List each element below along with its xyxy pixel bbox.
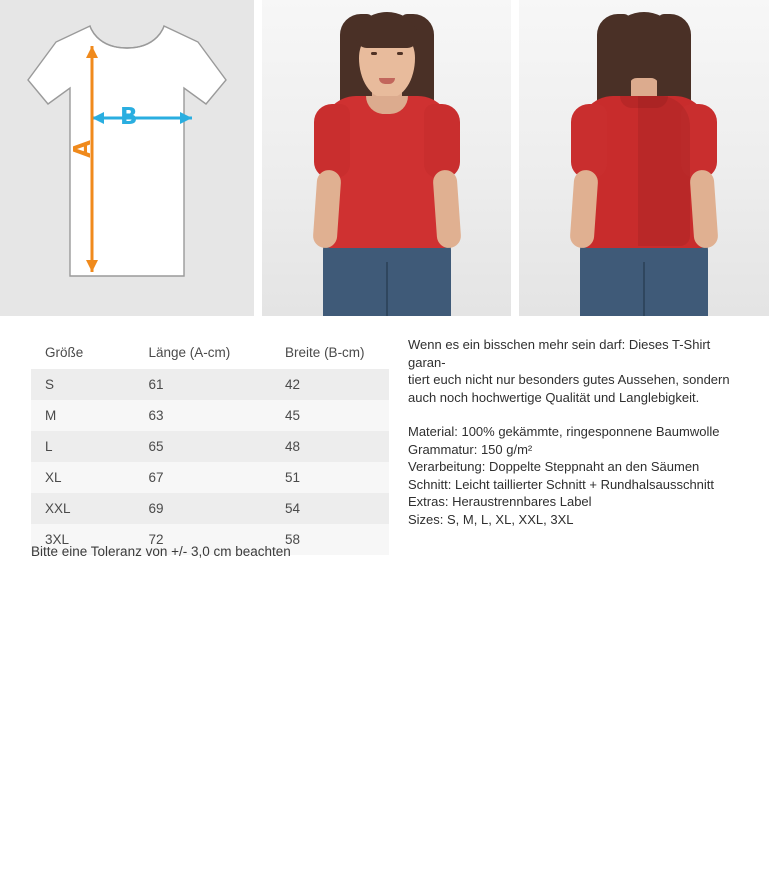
cell-width: 51 bbox=[271, 462, 389, 493]
intro-line-1: Wenn es ein bisschen mehr sein darf: Dieses T-Shirt garan- bbox=[408, 337, 711, 370]
table-row bbox=[31, 400, 389, 431]
paragraph-spacer bbox=[408, 406, 738, 423]
sleeve-left bbox=[571, 104, 607, 178]
mouth bbox=[379, 78, 395, 84]
intro-line-2: tiert euch nicht nur besonders gutes Aussehen, sondern bbox=[408, 372, 730, 387]
cell-size: M bbox=[31, 400, 134, 431]
cell-size: XXL bbox=[31, 493, 134, 524]
table-row bbox=[31, 431, 389, 462]
product-image-strip bbox=[0, 0, 777, 316]
jeans-seam bbox=[386, 262, 388, 316]
spec-sizes: Sizes: S, M, L, XL, XXL, 3XL bbox=[408, 511, 574, 527]
product-description bbox=[408, 336, 738, 528]
model-figure-back bbox=[519, 0, 769, 316]
eye-right bbox=[397, 52, 403, 55]
model-back-photo bbox=[519, 0, 769, 316]
cell-width: 42 bbox=[271, 369, 389, 400]
size-chart-table bbox=[31, 336, 389, 555]
cell-size: L bbox=[31, 431, 134, 462]
spec-extras: Extras: Heraustrennbares Label bbox=[408, 494, 592, 509]
cell-length: 61 bbox=[134, 369, 271, 400]
spec-cut: Schnitt: Leicht taillierter Schnitt + Rundhalsausschnitt bbox=[408, 476, 715, 492]
tshirt-outline-icon bbox=[12, 8, 242, 308]
table-row bbox=[31, 493, 389, 524]
spec-material: Material: 100% gekämmte, ringesponnene Baumwolle bbox=[408, 424, 720, 439]
model-front-photo bbox=[262, 0, 511, 316]
cell-width: 54 bbox=[271, 493, 389, 524]
table-row bbox=[31, 462, 389, 493]
cell-size: 3XL bbox=[31, 524, 134, 555]
cell-width: 48 bbox=[271, 431, 389, 462]
header-size: Größe bbox=[31, 336, 134, 369]
header-length: Länge (A-cm) bbox=[134, 336, 271, 369]
spec-processing: Verarbeitung: Doppelte Steppnaht an den Säumen bbox=[408, 459, 700, 474]
tolerance-note: Bitte eine Toleranz von +/- 3,0 cm beachten bbox=[31, 544, 291, 559]
arm-right bbox=[432, 169, 461, 248]
model-figure-front bbox=[262, 0, 511, 316]
table-row bbox=[31, 369, 389, 400]
width-label-b: B bbox=[120, 104, 138, 130]
size-diagram-panel bbox=[0, 0, 254, 316]
cell-length: 67 bbox=[134, 462, 271, 493]
cell-width: 58 bbox=[271, 524, 389, 555]
cell-length: 69 bbox=[134, 493, 271, 524]
cell-length: 65 bbox=[134, 431, 271, 462]
cell-width: 45 bbox=[271, 400, 389, 431]
spec-weight: Grammatur: 150 g/m² bbox=[408, 441, 533, 457]
eye-left bbox=[371, 52, 377, 55]
cell-size: XL bbox=[31, 462, 134, 493]
sleeve-right bbox=[424, 104, 460, 178]
cell-length: 72 bbox=[134, 524, 271, 555]
arm-left bbox=[312, 169, 341, 248]
jeans-seam bbox=[643, 262, 645, 316]
cell-length: 63 bbox=[134, 400, 271, 431]
sleeve-left bbox=[314, 104, 350, 178]
body-shadow bbox=[638, 96, 690, 246]
cell-size: S bbox=[31, 369, 134, 400]
fringe bbox=[356, 18, 418, 48]
header-width: Breite (B-cm) bbox=[271, 336, 389, 369]
length-label-a: A bbox=[69, 140, 96, 158]
table-header-row bbox=[31, 336, 389, 369]
intro-line-3: auch noch hochwertige Qualität und Langlebigkeit. bbox=[408, 389, 700, 405]
arm-right bbox=[689, 169, 718, 248]
